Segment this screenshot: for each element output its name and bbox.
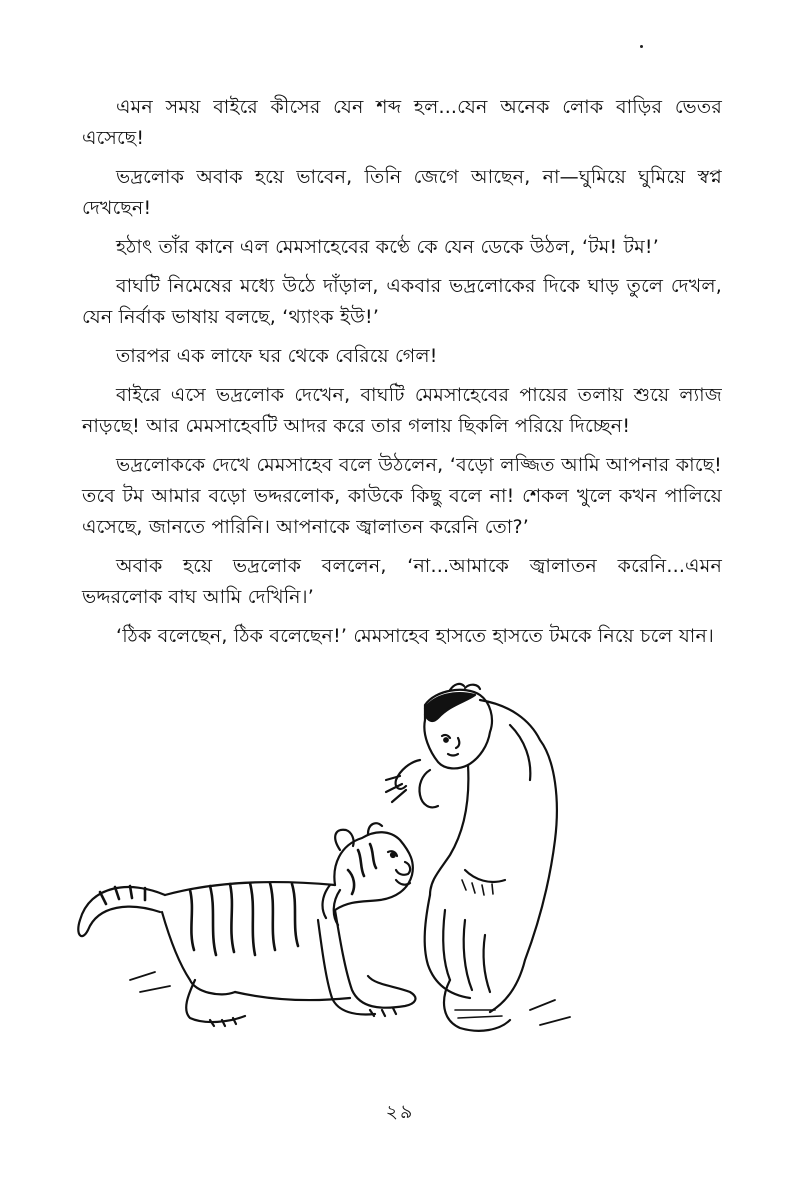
ink-speck	[640, 45, 643, 48]
tiger-drawing	[78, 823, 415, 1026]
paragraph: তারপর এক লাফে ঘর থেকে বেরিয়ে গেল!	[116, 345, 438, 367]
paragraph: ‘ঠিক বলেছেন, ঠিক বলেছেন!’ মেমসাহেব হাসতে হাসতে টমকে নিয়ে চলে যান।	[116, 625, 715, 647]
page-number: ২৯	[385, 1101, 415, 1123]
story-text	[82, 92, 722, 660]
paragraph: অবাক হয়ে ভদ্রলোক বললেন, ‘না...আমাকে জ্বালাতন করেনি...এমন ভদ্দরলোক বাঘ আমি দেখিনি।’	[82, 555, 722, 608]
paragraph: হঠাৎ তাঁর কানে এল মেমসাহেবের কণ্ঠে কে যেন ডেকে উঠল, ‘টম! টম!’	[116, 236, 659, 258]
paragraph: বাঘটি নিমেষের মধ্যে উঠে দাঁড়াল, একবার ভদ্রলোকের দিকে ঘাড় তুলে দেখল, যেন নির্বাক ভাষায় বলছে, ‘থ্যাংক ইউ!’	[82, 275, 722, 328]
paragraph: এমন সময় বাইরে কীসের যেন শব্দ হল...যেন অনেক লোক বাড়ির ভেতর এসেছে!	[82, 96, 722, 149]
paragraph: ভদ্রলোককে দেখে মেমসাহেব বলে উঠলেন, ‘বড়ো লজ্জিত আমি আপনার কাছে! তবে টম আমার বড়ো ভদ্দরলোক, কাউকে কিছু বলে না! শেকল খুলে কখন পালিয়ে এসেছে, জানতে পারিনি। আপনাকে জ্বালাতন করেনি তো?’	[82, 454, 722, 538]
paragraph: ভদ্রলোক অবাক হয়ে ভাবেন, তিনি জেগে আছেন, না—ঘুমিয়ে ঘুমিয়ে স্বপ্ন দেখছেন!	[82, 166, 722, 219]
paragraph: বাইরে এসে ভদ্রলোক দেখেন, বাঘটি মেমসাহেবের পায়ের তলায় শুয়ে ল্যাজ নাড়ছে! আর মেমসাহেবটি আদর করে তার গলায় ছিকলি পরিয়ে দিচ্ছেন!	[82, 384, 722, 437]
tiger-and-gentleman-illustration	[70, 680, 590, 1060]
